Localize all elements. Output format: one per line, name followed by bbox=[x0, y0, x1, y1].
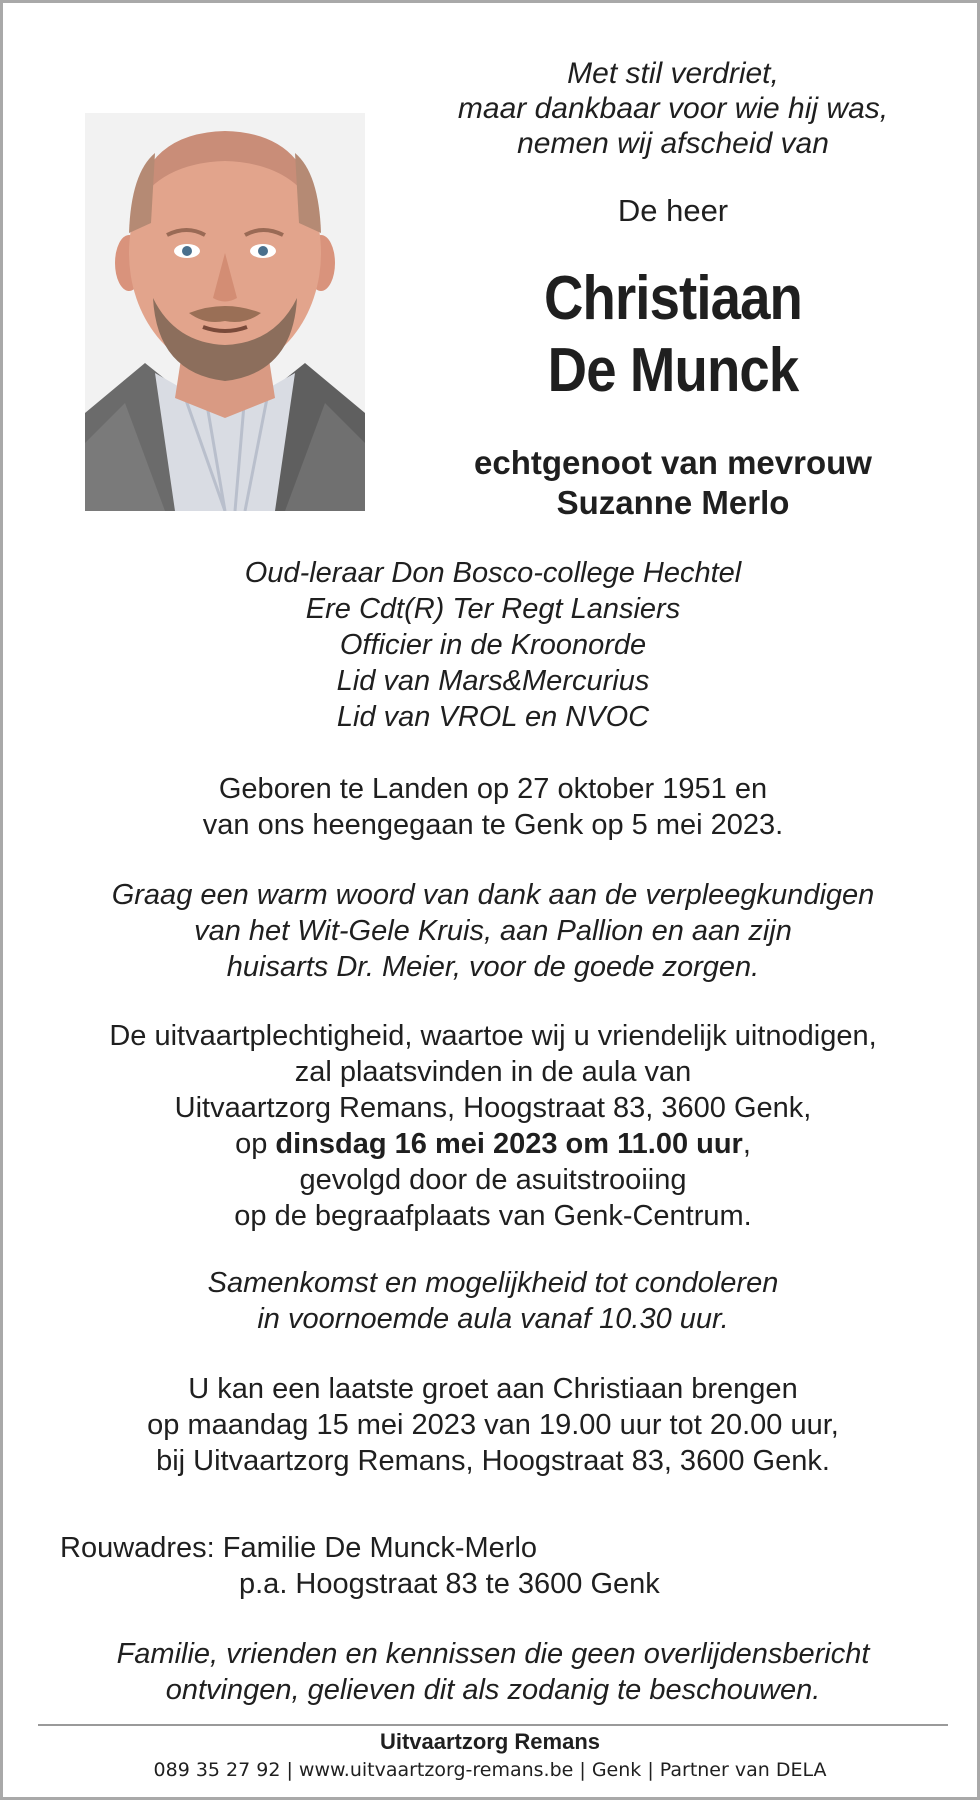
footer-divider bbox=[38, 1724, 948, 1726]
ceremony-line: zal plaatsvinden in de aula van bbox=[294, 1056, 692, 1088]
address-line-1: Rouwadres: Familie De Munck-Merlo bbox=[60, 1532, 538, 1564]
ceremony-suffix: , bbox=[742, 1128, 751, 1160]
thanks-line: van het Wit-Gele Kruis, aan Pallion en aan zijn bbox=[194, 915, 792, 947]
gathering-text bbox=[43, 1265, 943, 1337]
ceremony-line: De uitvaartplechtigheid, waartoe wij u vriendelijk uitnodigen, bbox=[109, 1020, 877, 1052]
spouse-name: Suzanne Merlo bbox=[556, 484, 790, 521]
ceremony-text bbox=[43, 1018, 943, 1234]
farewell-line: op maandag 15 mei 2023 van 19.00 uur tot 20.00 uur, bbox=[147, 1409, 839, 1441]
gathering-line: Samenkomst en mogelijkheid tot condoleren bbox=[207, 1267, 779, 1299]
spouse-info bbox=[423, 443, 923, 523]
closing-line: ontvingen, gelieven dit als zodanig te beschouwen. bbox=[165, 1674, 821, 1706]
last-name: De Munck bbox=[547, 336, 799, 405]
ceremony-line: gevolgd door de asuitstrooiing bbox=[299, 1164, 687, 1196]
ceremony-prefix: op bbox=[235, 1128, 276, 1160]
funeral-company-name: Uitvaartzorg Remans bbox=[379, 1729, 601, 1754]
closing-text bbox=[43, 1636, 943, 1708]
life-line: van ons heengegaan te Genk op 5 mei 2023. bbox=[202, 809, 784, 841]
intro-line: nemen wij afscheid van bbox=[517, 127, 829, 160]
title-item: Officier in de Kroonorde bbox=[339, 629, 647, 661]
titles-list bbox=[43, 555, 943, 735]
ceremony-line: op de begraafplaats van Genk-Centrum. bbox=[234, 1200, 752, 1232]
thanks-text bbox=[43, 877, 943, 985]
title-item: Lid van Mars&Mercurius bbox=[336, 665, 650, 697]
intro-line: Met stil verdriet, bbox=[567, 57, 779, 90]
intro-text bbox=[423, 56, 923, 161]
ceremony-datetime bbox=[43, 1126, 943, 1162]
spouse-prefix: echtgenoot van mevrouw bbox=[474, 444, 872, 481]
funeral-company-contact: 089 35 27 92 | www.uitvaartzorg-remans.be | Genk | Partner van DELA bbox=[153, 1759, 827, 1781]
title-item: Lid van VROL en NVOC bbox=[336, 701, 650, 733]
ceremony-date: dinsdag 16 mei 2023 om 11.00 uur bbox=[275, 1128, 743, 1160]
farewell-text bbox=[43, 1371, 943, 1479]
closing-line: Familie, vrienden en kennissen die geen overlijdensbericht bbox=[116, 1638, 870, 1670]
portrait-illustration bbox=[85, 113, 365, 511]
first-name: Christiaan bbox=[543, 264, 803, 333]
intro-line: maar dankbaar voor wie hij was, bbox=[457, 92, 889, 125]
portrait-photo bbox=[85, 113, 365, 511]
life-dates bbox=[43, 771, 943, 843]
deceased-name bbox=[453, 263, 893, 407]
gathering-line: in voornoemde aula vanaf 10.30 uur. bbox=[257, 1303, 729, 1335]
honorific: De heer bbox=[617, 193, 729, 228]
farewell-line: bij Uitvaartzorg Remans, Hoogstraat 83, 3600 Genk. bbox=[156, 1445, 830, 1477]
thanks-line: Graag een warm woord van dank aan de verpleegkundigen bbox=[111, 879, 875, 911]
ceremony-line: Uitvaartzorg Remans, Hoogstraat 83, 3600 Genk, bbox=[174, 1092, 812, 1124]
life-line: Geboren te Landen op 27 oktober 1951 en bbox=[218, 773, 768, 805]
address-line-2: p.a. Hoogstraat 83 te 3600 Genk bbox=[239, 1568, 660, 1600]
title-item: Oud-leraar Don Bosco-college Hechtel bbox=[244, 557, 742, 589]
thanks-line: huisarts Dr. Meier, voor de goede zorgen. bbox=[226, 951, 760, 983]
farewell-line: U kan een laatste groet aan Christiaan brengen bbox=[188, 1373, 798, 1405]
title-item: Ere Cdt(R) Ter Regt Lansiers bbox=[305, 593, 681, 625]
